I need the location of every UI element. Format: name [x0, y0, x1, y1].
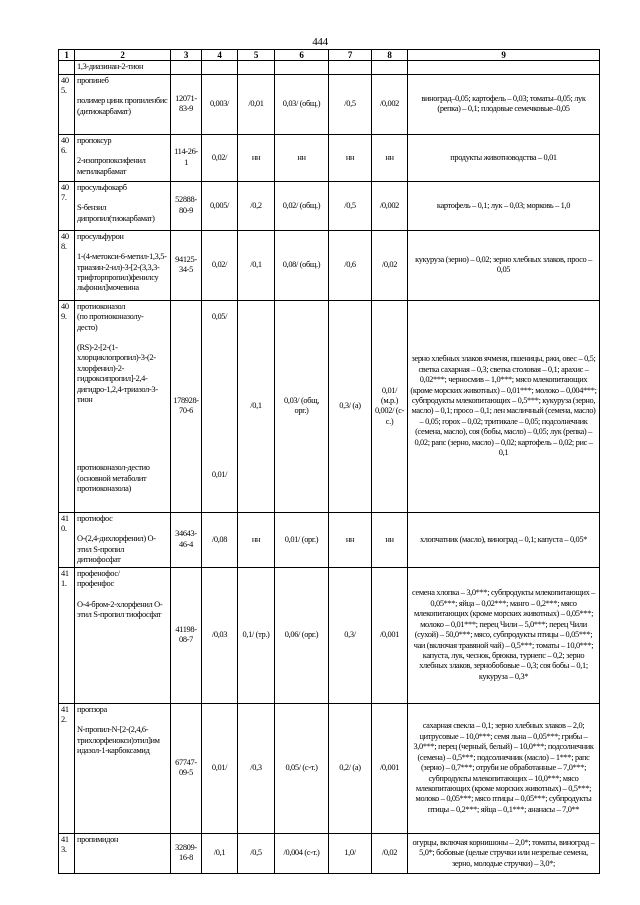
substance-name-line: (по протиоконазолу- — [77, 312, 144, 322]
limit-value: /0,5 — [238, 833, 275, 873]
substance-name — [75, 134, 171, 181]
limit-value: 0,3/ (а) — [329, 300, 372, 512]
substance-name — [75, 300, 171, 512]
substance-name-line: пропимидон — [77, 834, 119, 844]
cas-number: 12071-83-9 — [171, 74, 202, 134]
substance-name-line: пропоксур — [77, 135, 112, 145]
page-number: 444 — [312, 36, 328, 48]
cas-number: 94125-34-5 — [171, 230, 202, 300]
continuation-row — [59, 61, 600, 74]
limit-value: 0,02/ — [202, 134, 238, 181]
substance-name-line: О-(2,4-дихлорфенил) О-этил S-пропил дитиофосфат — [77, 534, 156, 565]
limit-value: /0,02 — [372, 230, 408, 300]
row-number: 406. — [59, 134, 75, 181]
limit-value: нн — [372, 512, 408, 567]
limit-value-bottom: 0,01/ — [211, 470, 228, 480]
row-number: 409. — [59, 300, 75, 512]
cas-number: 114-26-1 — [171, 134, 202, 181]
column-header: 3 — [171, 50, 202, 61]
substance-name-line: профенофос/ — [77, 568, 120, 578]
substance-name-line: десто) — [77, 322, 98, 332]
residue-limits: картофель – 0,1; лук – 0,03; морковь – 1,0 — [408, 181, 600, 230]
substance-name-line — [77, 333, 168, 343]
table-row — [59, 300, 600, 512]
substance-name-line — [77, 524, 168, 534]
limit-value: 0,003/ — [202, 74, 238, 134]
residue-limits: кукуруза (зерно) – 0,02; зерно хлебных злаков, просо – 0,05 — [408, 230, 600, 300]
substance-name — [75, 512, 171, 567]
substance-name: 1,3-диазинан-2-тион — [75, 61, 171, 74]
column-header: 1 — [59, 50, 75, 61]
row-number: 410. — [59, 512, 75, 567]
limit-value-top: 0,05/ — [211, 311, 228, 321]
substance-name-line — [77, 146, 168, 156]
limit-value: 0,03/ (общ.) — [275, 74, 329, 134]
column-header: 5 — [238, 50, 275, 61]
substance-name-line: полимер цинк пропиленбис (дитиокарбамат) — [77, 96, 168, 116]
column-header: 7 — [329, 50, 372, 61]
column-header: 2 — [75, 50, 171, 61]
substance-name — [75, 567, 171, 703]
limit-value: 0,08/ (общ.) — [275, 230, 329, 300]
limit-value: /0,5 — [329, 181, 372, 230]
limit-value: /0,1 — [238, 300, 275, 512]
table-row — [59, 74, 600, 134]
residue-limits: продукты животноводства – 0,01 — [408, 134, 600, 181]
table-row — [59, 703, 600, 833]
limit-value: нн — [372, 134, 408, 181]
residue-limits: сахарная свекла – 0,1; зерно хлебных злаков – 2,0; цитрусовые – 10,0***; семя льна – 0,05***; грибы – 3,0***; перец (черный, белый) – 10,0***; подсолнечник (семена) – 0,5***; подсолнечник (масло) – 1***; рапс (зерно) – 0,7***; отруби не обработанные – 7,0***; субпродукты млекопитающих – 10,0***; мясо млекопитающих (кроме морских животных) – 0,5***; молоко – 0,05***; мясо птицы – 0,05***; субпродукты птицы – 0,2***; яйца – 0,1***; ананасы – 7,0** — [408, 703, 600, 833]
limit-value: /0,2 — [238, 181, 275, 230]
row-number: 407. — [59, 181, 75, 230]
substance-name-line — [77, 86, 168, 96]
substance-name — [75, 703, 171, 833]
substance-name-line: 2-изопропоксифенил метилкарбамат — [77, 156, 146, 176]
limit-value: нн — [238, 512, 275, 567]
row-number: 405. — [59, 74, 75, 134]
table-row — [59, 567, 600, 703]
limit-value: /0,001 — [372, 567, 408, 703]
limit-value: 0,01/ (орг.) — [275, 512, 329, 567]
limit-value: 0,01/ (м.р.) 0,002/ (с-с.) — [372, 300, 408, 512]
cas-number: 34643-46-4 — [171, 512, 202, 567]
residue-limits: виноград–0,05; картофель – 0,03; томаты–0,05; лук (репка) – 0,1; плодовые семечковые–0,05 — [408, 74, 600, 134]
regulation-table — [58, 49, 600, 874]
limit-value: 0,1/ (тр.) — [238, 567, 275, 703]
column-header: 4 — [202, 50, 238, 61]
limit-value: /0,004 (с-т.) — [275, 833, 329, 873]
limit-value: /0,3 — [238, 703, 275, 833]
limit-value: 1,0/ — [329, 833, 372, 873]
residue-limits: огурцы, включая корнишоны – 2,0*; томаты, виноград – 5,0*; бобовые (целые стручки или незрелые семена, зерно, молодые стручки) – 3,0*; — [408, 833, 600, 873]
substance-name — [75, 74, 171, 134]
substance-name-line: (RS)-2-[2-(1-хлорциклопропил)-3-(2-хлорфенил)-2-гидроксипропил]-2,4-дигидро-1,2,4-триазол-3-тион — [77, 343, 158, 405]
substance-name-line: S-бензил дипропил(тиокарбамат) — [77, 203, 155, 223]
limit-value: 0,06/ (орг.) — [275, 567, 329, 703]
substance-name-line: просульфурон — [77, 231, 124, 241]
limit-value: /0,001 — [372, 703, 408, 833]
column-header: 6 — [275, 50, 329, 61]
substance-name-line: протиоконазола) — [77, 484, 131, 494]
row-number: 411. — [59, 567, 75, 703]
limit-value: 0,02/ (общ.) — [275, 181, 329, 230]
substance-name-line: просульфокарб — [77, 182, 127, 192]
limit-value: нн — [329, 512, 372, 567]
substance-name-line: протиофос — [77, 513, 113, 523]
table-row — [59, 230, 600, 300]
limit-value: /0,1 — [202, 833, 238, 873]
substance-name-line — [77, 715, 168, 725]
header-row — [59, 50, 600, 61]
limit-value: /0,02 — [372, 833, 408, 873]
cas-number: 178928-70-6 — [171, 300, 202, 512]
substance-name-line: (основной метаболит — [77, 473, 147, 483]
row-number: 413. — [59, 833, 75, 873]
substance-name-line: профенфос — [77, 579, 114, 589]
residue-limits: хлопчатник (масло), виноград – 0,1; капуста – 0,05* — [408, 512, 600, 567]
limit-value: /0,01 — [238, 74, 275, 134]
substance-name-line: О-4-бром-2-хлорфенил О-этил S-пропил тиофосфат — [77, 599, 163, 620]
limit-value: нн — [275, 134, 329, 181]
row-number: 408. — [59, 230, 75, 300]
limit-value: 0,3/ — [329, 567, 372, 703]
substance-name-line: пропинеб — [77, 75, 109, 85]
table-row — [59, 134, 600, 181]
limit-value: 0,02/ — [202, 230, 238, 300]
cas-number: 41198-08-7 — [171, 567, 202, 703]
limit-value — [202, 300, 238, 512]
limit-value: нн — [238, 134, 275, 181]
column-header: 9 — [408, 50, 600, 61]
limit-value: /0,03 — [202, 567, 238, 703]
table-row — [59, 181, 600, 230]
limit-value: 0,05/ (с-т.) — [275, 703, 329, 833]
substance-name — [75, 833, 171, 873]
cas-number: 32809-16-8 — [171, 833, 202, 873]
row-number: 412. — [59, 703, 75, 833]
limit-value: 0,2/ (а) — [329, 703, 372, 833]
substance-name — [75, 181, 171, 230]
substance-name-line — [77, 590, 168, 600]
substance-name-line: N-пропил-N-[2-(2,4,6-трихлорфенокси)этил]им идазол-1-карбоксамид — [77, 725, 160, 756]
limit-value: /0,5 — [329, 74, 372, 134]
substance-name-line: протиоконазол — [77, 301, 126, 311]
substance-name-line: пропзора — [77, 704, 107, 714]
limit-value: /0,6 — [329, 230, 372, 300]
substance-name-line: 1-(4-метокси-6-метил-1,3,5-триазин-2-ил)-3-[2-(3,3,3-трифторпропил)фенилсу льфонил]мочевина — [77, 252, 167, 293]
residue-limits: семена хлопка – 3,0***; субпродукты млекопитающих – 0,05***; яйца – 0,02***; манго – 0,2***; мясо млекопитающих (кроме морских животных) – 0,05***; молоко – 0,01***; перец Чили – 5,0***; перец Чили (сухой) – 50,0***; мясо, субпродукты птицы – 0,05***; чаи (включая травяной чай) – 0,5***; томаты – 10,0***; капуста, лук, чеснок, брюква, турнепс – 0,2; зерно хлебных злаков, зернобобовые – 0,3; соя бобы – 0,1; кукуруза – 0,3* — [408, 567, 600, 703]
limit-value: 0,01/ — [202, 703, 238, 833]
limit-value: 0,005/ — [202, 181, 238, 230]
substance-name-line — [77, 193, 168, 203]
cas-number: 52888-80-9 — [171, 181, 202, 230]
limit-value: /0,002 — [372, 181, 408, 230]
limit-value: /0,08 — [202, 512, 238, 567]
substance-name-line: протиоконазол-дестио — [77, 463, 150, 473]
limit-value: /0,1 — [238, 230, 275, 300]
substance-name — [75, 230, 171, 300]
residue-limits: зерно хлебных злаков ячменя, пшеницы, ржи, овес – 0,5; светка сахарная – 0,3; светка столовая – 0,1; арахис – 0,02***; черносмив – 1,0***; мясо млекопитающих (кроме морских животных) – 0,01***; молоко – 0,004***; субпродукты млекопитающих – 0,5***; кукуруза (зерно, масло) – 0,1; просо – 0,1; лен масличный (семена, масло) – 0,05; горох – 0,02; тритикале – 0,05; подсолнечник (семена, масло), соя (бобы, масло) – 0,05; лук (репка) – 0,02; рапс (зерно, масло) – 0,02; картофель – 0,02; рис – 0,1 — [408, 300, 600, 512]
limit-value: 0,03/ (общ, орг.) — [275, 300, 329, 512]
substance-name-line — [77, 242, 168, 252]
table-row — [59, 833, 600, 873]
limit-value: /0,002 — [372, 74, 408, 134]
column-header: 8 — [372, 50, 408, 61]
table-row — [59, 512, 600, 567]
limit-value: нн — [329, 134, 372, 181]
cas-number: 67747-09-5 — [171, 703, 202, 833]
